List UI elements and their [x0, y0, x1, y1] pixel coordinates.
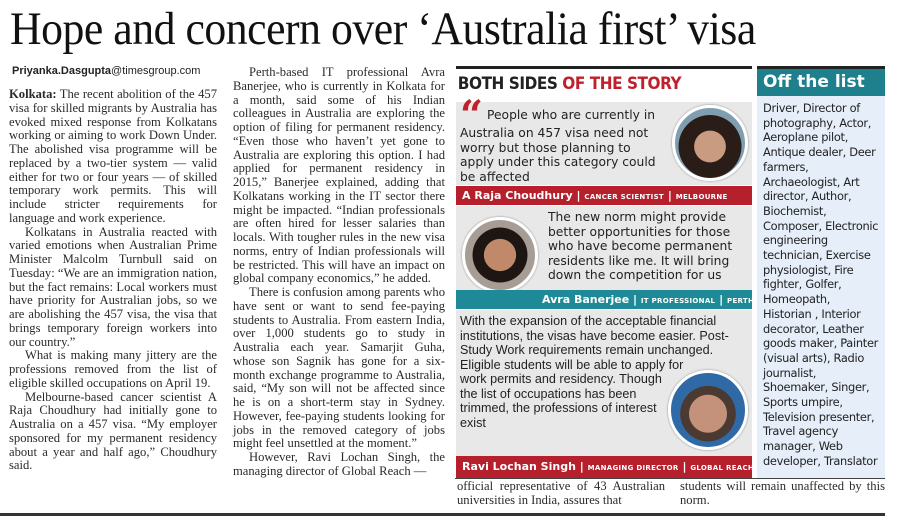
- byline-domain: @timesgroup.com: [111, 65, 201, 77]
- separator: |: [667, 189, 672, 202]
- article-paragraph: There is confusion among parents who have sent or want to send fee-paying students to Australia. From eastern India, over 1,000 students go to study in Australia each year. Samarjit Guha, whose son Sagnik has gone for a six-month exchange programme to Australia, said, “My son will not be affected since he is on a short-term stay in Sydney. However, fee-paying students looking for jobs in the removed category of jobs might feel unsettled at the moment.”: [233, 285, 445, 451]
- article-paragraph: Perth-based IT professional Avra Banerjee, who is currently in Kolkata for a month, said some of his Indian colleagues in Australia are exploring the option of filing for permanent residency. “Even those who haven’t yet gone to Australia are exploring this option. I had applied for permanent residency in 2015,” Banerjee explained, adding that Kolkatans working in the IT sector there might be impacted. “Indian professionals are often hired for lesser salaries than locals. With tougher rules in the new visa norms, entry of Indian professionals will be restricted. This will have an impact on global company economics,” he added.: [233, 65, 445, 286]
- name-bar-1: [456, 186, 752, 205]
- article-column-1: [9, 88, 217, 473]
- byline: [12, 65, 222, 77]
- continuation-right: students will remain unaffected by this norm.: [680, 479, 885, 507]
- headline: Hope and concern over ‘Australia first’ visa: [10, 3, 756, 55]
- speaker-place: MELBOURNE: [675, 193, 728, 201]
- name-bar-3: [456, 456, 755, 478]
- dateline: Kolkata:: [9, 87, 57, 101]
- off-the-list-sidebar: [757, 66, 885, 478]
- speaker-role: MANAGING DIRECTOR: [587, 464, 679, 472]
- quote-mark-icon: “: [460, 92, 484, 139]
- name-bar-2: [456, 290, 755, 309]
- quote-text: With the expansion of the acceptable financial institutions, the visas have become easier. Post-Study Work requirements remain unchanged. Eligible students will be able to apply for work permits and residency. Though the list of occupations has been trimmed, the professions of interest exist: [460, 314, 729, 430]
- off-the-list-title: Off the list: [757, 69, 885, 96]
- separator: |: [682, 460, 687, 473]
- speaker-role: CANCER SCIENTIST: [584, 193, 664, 201]
- article-column-2: [233, 66, 445, 479]
- speaker-place: GLOBAL REACH: [690, 464, 755, 472]
- bottom-rule: [0, 513, 885, 516]
- byline-name: Priyanka.Dasgupta: [12, 65, 112, 77]
- title-black: BOTH SIDES: [457, 74, 563, 94]
- speaker-name: Avra Banerjee: [542, 293, 630, 306]
- article-paragraph: Melbourne-based cancer scientist A Raja Choudhury had initially gone to Australia on a 457 visa. “My employer sponsored for my permanent residency about a year and half ago,” Choudhury said.: [9, 389, 217, 473]
- separator: |: [576, 189, 581, 202]
- speaker-place: PERTH: [727, 297, 755, 305]
- title-red: OF THE STORY: [562, 74, 682, 94]
- quote-text: People who are currently in Australia on 457 visa need not worry but those planning to apply under this category could be affected: [460, 108, 656, 184]
- article-paragraph: Kolkatans in Australia reacted with varied emotions when Australian Prime Minister Malcolm Turnbull said on Tuesday: “We are an immigration nation, but the fact remains: Local workers must have priority for Australian jobs, so we are abolishing the 457 visa, the visa that brings temporary foreign workers into our country.”: [9, 224, 217, 349]
- continuation-left: official representative of 43 Australian universities in India, assures that: [457, 479, 665, 507]
- quote-3: [456, 310, 752, 456]
- avatar-avra-banerjee: [462, 217, 538, 293]
- separator: |: [579, 460, 584, 473]
- off-the-list-body: Driver, Director of photography, Actor, Aeroplane pilot, Antique dealer, Deer farmers, Archaeologist, Art director, Author, Biochemist, Composer, Electronic engineering technician, Exercise physiologist, Fire fighter, Golfer, Homeopath, Historian , Interior decorator, Leather goods maker, Painter (visual arts), Radio journalist, Shoemaker, Singer, Sports umpire, Television presenter, Travel agency manager, Web developer, Translator: [763, 101, 879, 468]
- speaker-name: A Raja Choudhury: [462, 189, 573, 202]
- article-paragraph: What is making many jittery are the professions removed from the list of eligible skilled occupations on April 19.: [9, 348, 217, 390]
- avatar-ravi-lochan-singh: [668, 370, 748, 450]
- paragraph-text: The recent abolition of the 457 visa for skilled migrants by Australia has evoked mixed response from Kolkatans working or aiming to work Down Under. The abolished visa programme will be replaced by a two-tier system — valid either for two or four years — of skilled temporary work permits. This will include stricter requirements for language and work experience.: [9, 87, 217, 225]
- both-sides-box: [456, 66, 755, 478]
- both-sides-title: [456, 69, 722, 99]
- separator: |: [633, 293, 638, 306]
- avatar-a-raja-choudhury: [672, 105, 748, 181]
- article-paragraph: However, Ravi Lochan Singh, the managing director of Global Reach —: [233, 450, 445, 478]
- speaker-name: Ravi Lochan Singh: [462, 460, 576, 473]
- separator: |: [719, 293, 724, 306]
- speaker-role: IT PROFESSIONAL: [640, 297, 716, 305]
- quote-text: The new norm might provide better opportunities for those who have become permanent residents like me. It will bring down the competition for us: [548, 210, 733, 282]
- article-paragraph: [9, 88, 217, 226]
